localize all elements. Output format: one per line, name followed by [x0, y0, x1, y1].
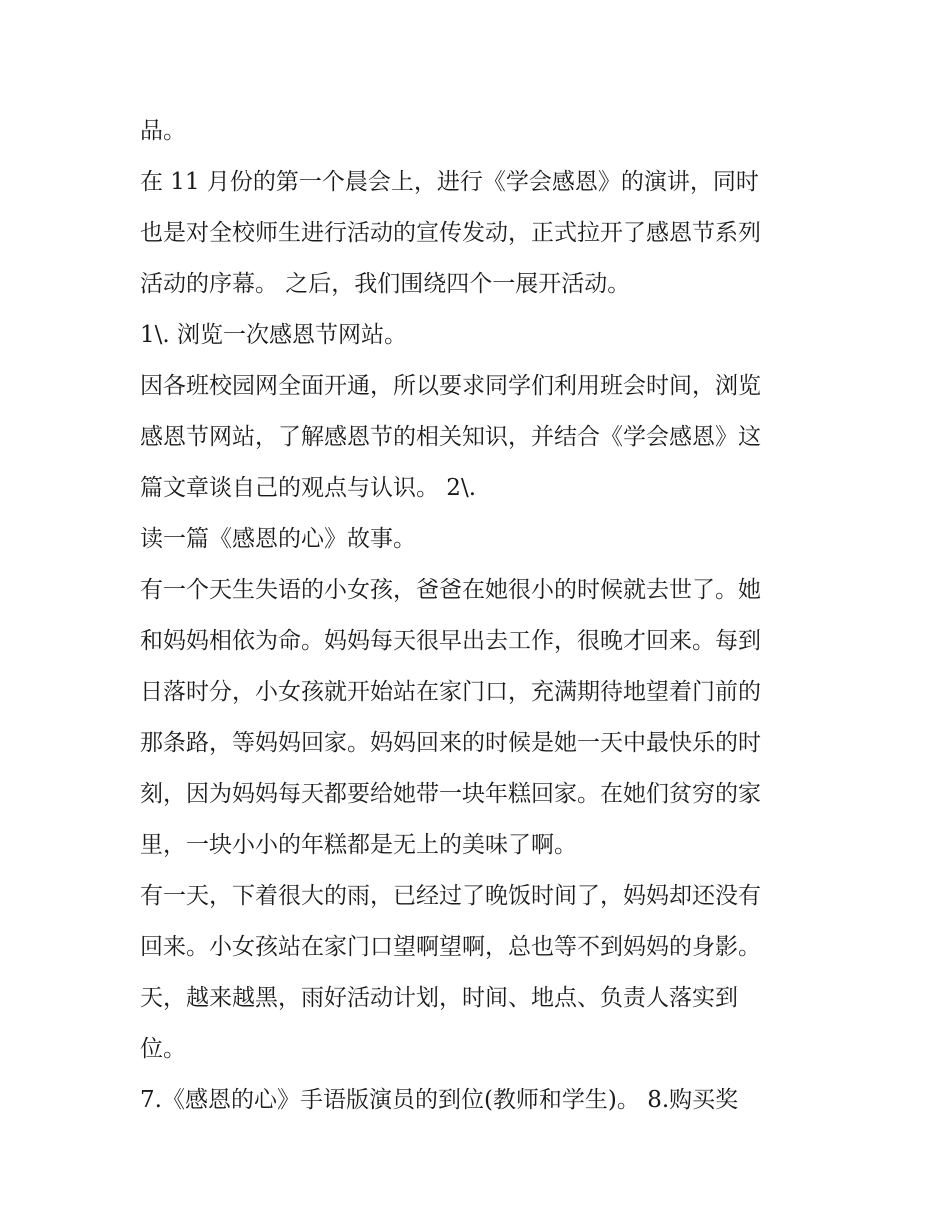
text-line: 有一个天生失语的小女孩，爸爸在她很小的时候就去世了。她	[140, 577, 761, 603]
text-line: 有一天，下着很大的雨，已经过了晚饭时间了，妈妈却还没有	[140, 883, 761, 909]
text-line: 在 11 月份的第一个晨会上，进行《学会感恩》的演讲，同时	[140, 169, 759, 195]
text-line: 篇文章谈自己的观点与认识。 2\.	[140, 475, 477, 501]
list-item-heading: 1\. 浏览一次感恩节网站。	[140, 322, 408, 348]
text-line: 刻，因为妈妈每天都要给她带一块年糕回家。在她们贫穷的家	[140, 781, 761, 807]
text-line: 那条路，等妈妈回家。妈妈回来的时候是她一天中最快乐的时	[140, 730, 761, 756]
text-line: 里，一块小小的年糕都是无上的美味了啊。	[140, 832, 577, 858]
text-line: 和妈妈相依为命。妈妈每天很早出去工作，很晚才回来。每到	[140, 628, 761, 654]
document-body	[140, 106, 830, 1126]
text-line: 天，越来越黑，雨好活动计划，时间、地点、负责人落实到	[140, 985, 738, 1011]
text-line: 感恩节网站，了解感恩节的相关知识，并结合《学会感恩》这	[140, 424, 761, 450]
text-line: 品。	[140, 118, 186, 144]
text-line: 回来。小女孩站在家门口望啊望啊，总也等不到妈妈的身影。	[140, 934, 761, 960]
text-line: 因各班校园网全面开通，所以要求同学们利用班会时间，浏览	[140, 373, 761, 399]
text-line: 位。	[140, 1036, 186, 1062]
text-line: 日落时分，小女孩就开始站在家门口，充满期待地望着门前的	[140, 679, 761, 705]
text-line: 活动的序幕。 之后，我们围绕四个一展开活动。	[140, 271, 631, 297]
text-line: 也是对全校师生进行活动的宣传发动，正式拉开了感恩节系列	[140, 220, 761, 246]
text-line: 7.《感恩的心》手语版演员的到位(教师和学生)。 8.购买奖	[140, 1087, 739, 1113]
list-item-heading: 读一篇《感恩的心》故事。	[140, 526, 416, 552]
